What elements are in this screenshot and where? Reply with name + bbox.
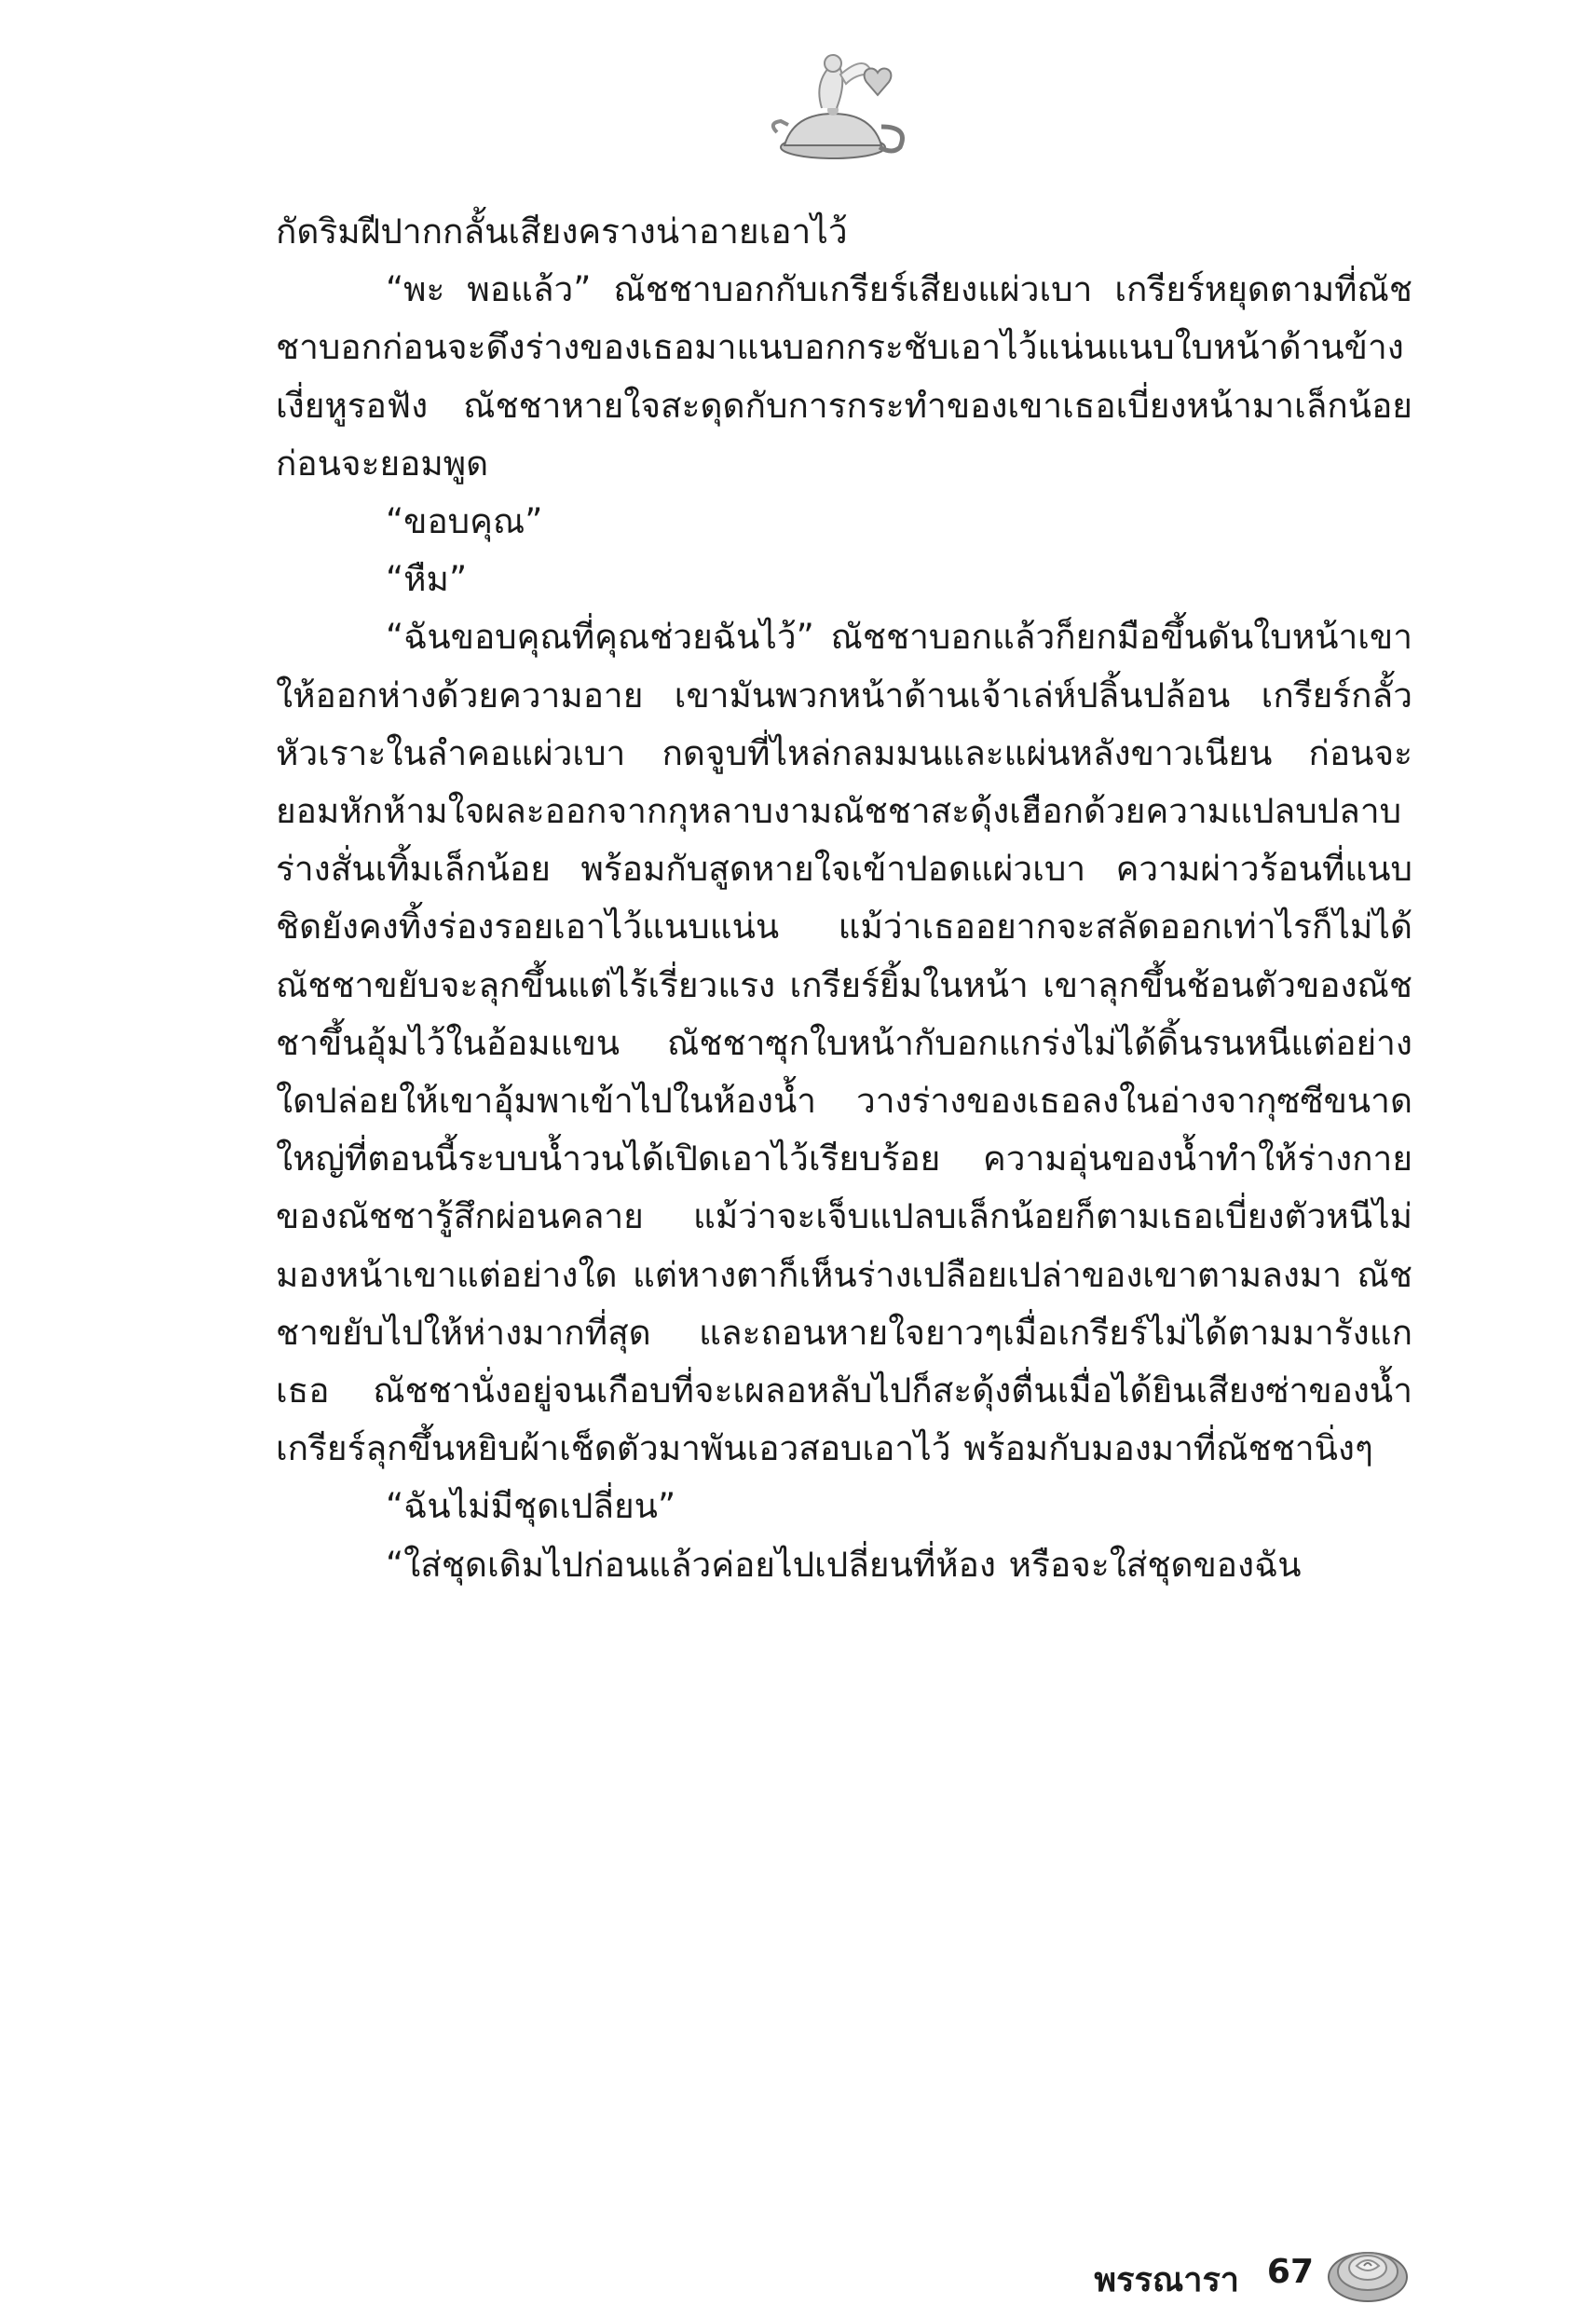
paragraph: “ฉันขอบคุณที่คุณช่วยฉันไว้” ณัชชาบอกแล้วก็ยกมือขึ้นดันใบหน้าเขาให้ออกห่างด้วยความอาย เขามันพวกหน้าด้านเจ้าเล่ห์ปลิ้นปล้อน เกรียร์กลั้วหัวเราะในลำคอแผ่วเบา กดจูบที่ไหล่กลมมนและแผ่นหลังขาวเนียน ก่อนจะยอมหักห้ามใจผละออกจากกุหลาบงามณัชชาสะดุ้งเฮือกด้วยความแปลบปลาบ ร่างสั่นเทิ้มเล็กน้อย พร้อมกับสูดหายใจเข้าปอดแผ่วเบา ความผ่าวร้อนที่แนบชิดยังคงทิ้งร่องรอยเอาไว้แนบแน่น แม้ว่าเธออยากจะสลัดออกเท่าไรก็ไม่ได้ ณัชชาขยับจะลุกขึ้นแต่ไร้เรี่ยวแรง เกรียร์ยิ้มในหน้า เขาลุกขึ้นช้อนตัวของณัชชาขึ้นอุ้มไว้ในอ้อมแขน ณัชชาซุกใบหน้ากับอกแกร่งไม่ได้ดิ้นรนหนีแต่อย่างใดปล่อยให้เขาอุ้มพาเข้าไปในห้องน้ำ วางร่างของเธอลงในอ่างจากุซซีขนาดใหญ่ที่ตอนนี้ระบบน้ำวนได้เปิดเอาไว้เรียบร้อย ความอุ่นของน้ำทำให้ร่างกายของณัชชารู้สึกผ่อนคลาย แม้ว่าจะเจ็บแปลบเล็กน้อยก็ตามเธอเบี่ยงตัวหนีไม่มองหน้าเขาแต่อย่างใด แต่หางตาก็เห็นร่างเปลือยเปล่าของเขาตามลงมา ณัชชาขยับไปให้ห่างมากที่สุด และถอนหายใจยาวๆเมื่อเกรียร์ไม่ได้ตามมารังแกเธอ ณัชชานั่งอยู่จนเกือบที่จะเผลอหลับไปก็สะดุ้งตื่นเมื่อได้ยินเสียงซ่าของน้ำ เกรียร์ลุกขึ้นหยิบผ้าเช็ดตัวมาพันเอวสอบเอาไว้ พร้อมกับมองมาที่ณัชชานิ่งๆ: [276, 617, 1412, 1469]
paragraph: “ฉันไม่มีชุดเปลี่ยน”: [386, 1486, 676, 1527]
paragraph: “พะ พอแล้ว” ณัชชาบอกกับเกรียร์เสียงแผ่วเบา เกรียร์หยุดตามที่ณัชชาบอกก่อนจะดึงร่างของเธอมาแนบอกกระชับเอาไว้แน่นแนบใบหน้าด้านข้างเงี่ยหูรอฟัง ณัชชาหายใจสะดุดกับการกระทำของเขาเธอเบี่ยงหน้ามาเล็กน้อย ก่อนจะยอมพูด: [276, 269, 1412, 484]
page-number: 67: [1266, 2253, 1314, 2291]
rose-icon: [1323, 2234, 1412, 2309]
body-text: [276, 203, 1412, 1594]
paragraph: “หืม”: [386, 559, 468, 600]
paragraph: “ขอบคุณ”: [386, 501, 543, 542]
paragraph: “ใส่ชุดเดิมไปก่อนแล้วค่อยไปเปลี่ยนที่ห้อง หรือจะใส่ชุดของฉัน: [386, 1544, 1302, 1585]
book-title: พรรณารา: [1094, 2261, 1239, 2299]
page-footer: [1044, 2243, 1360, 2318]
paragraph: กัดริมฝีปากกลั้นเสียงครางน่าอายเอาไว้: [276, 211, 848, 252]
cupid-teapot-ornament-icon: [757, 47, 915, 177]
